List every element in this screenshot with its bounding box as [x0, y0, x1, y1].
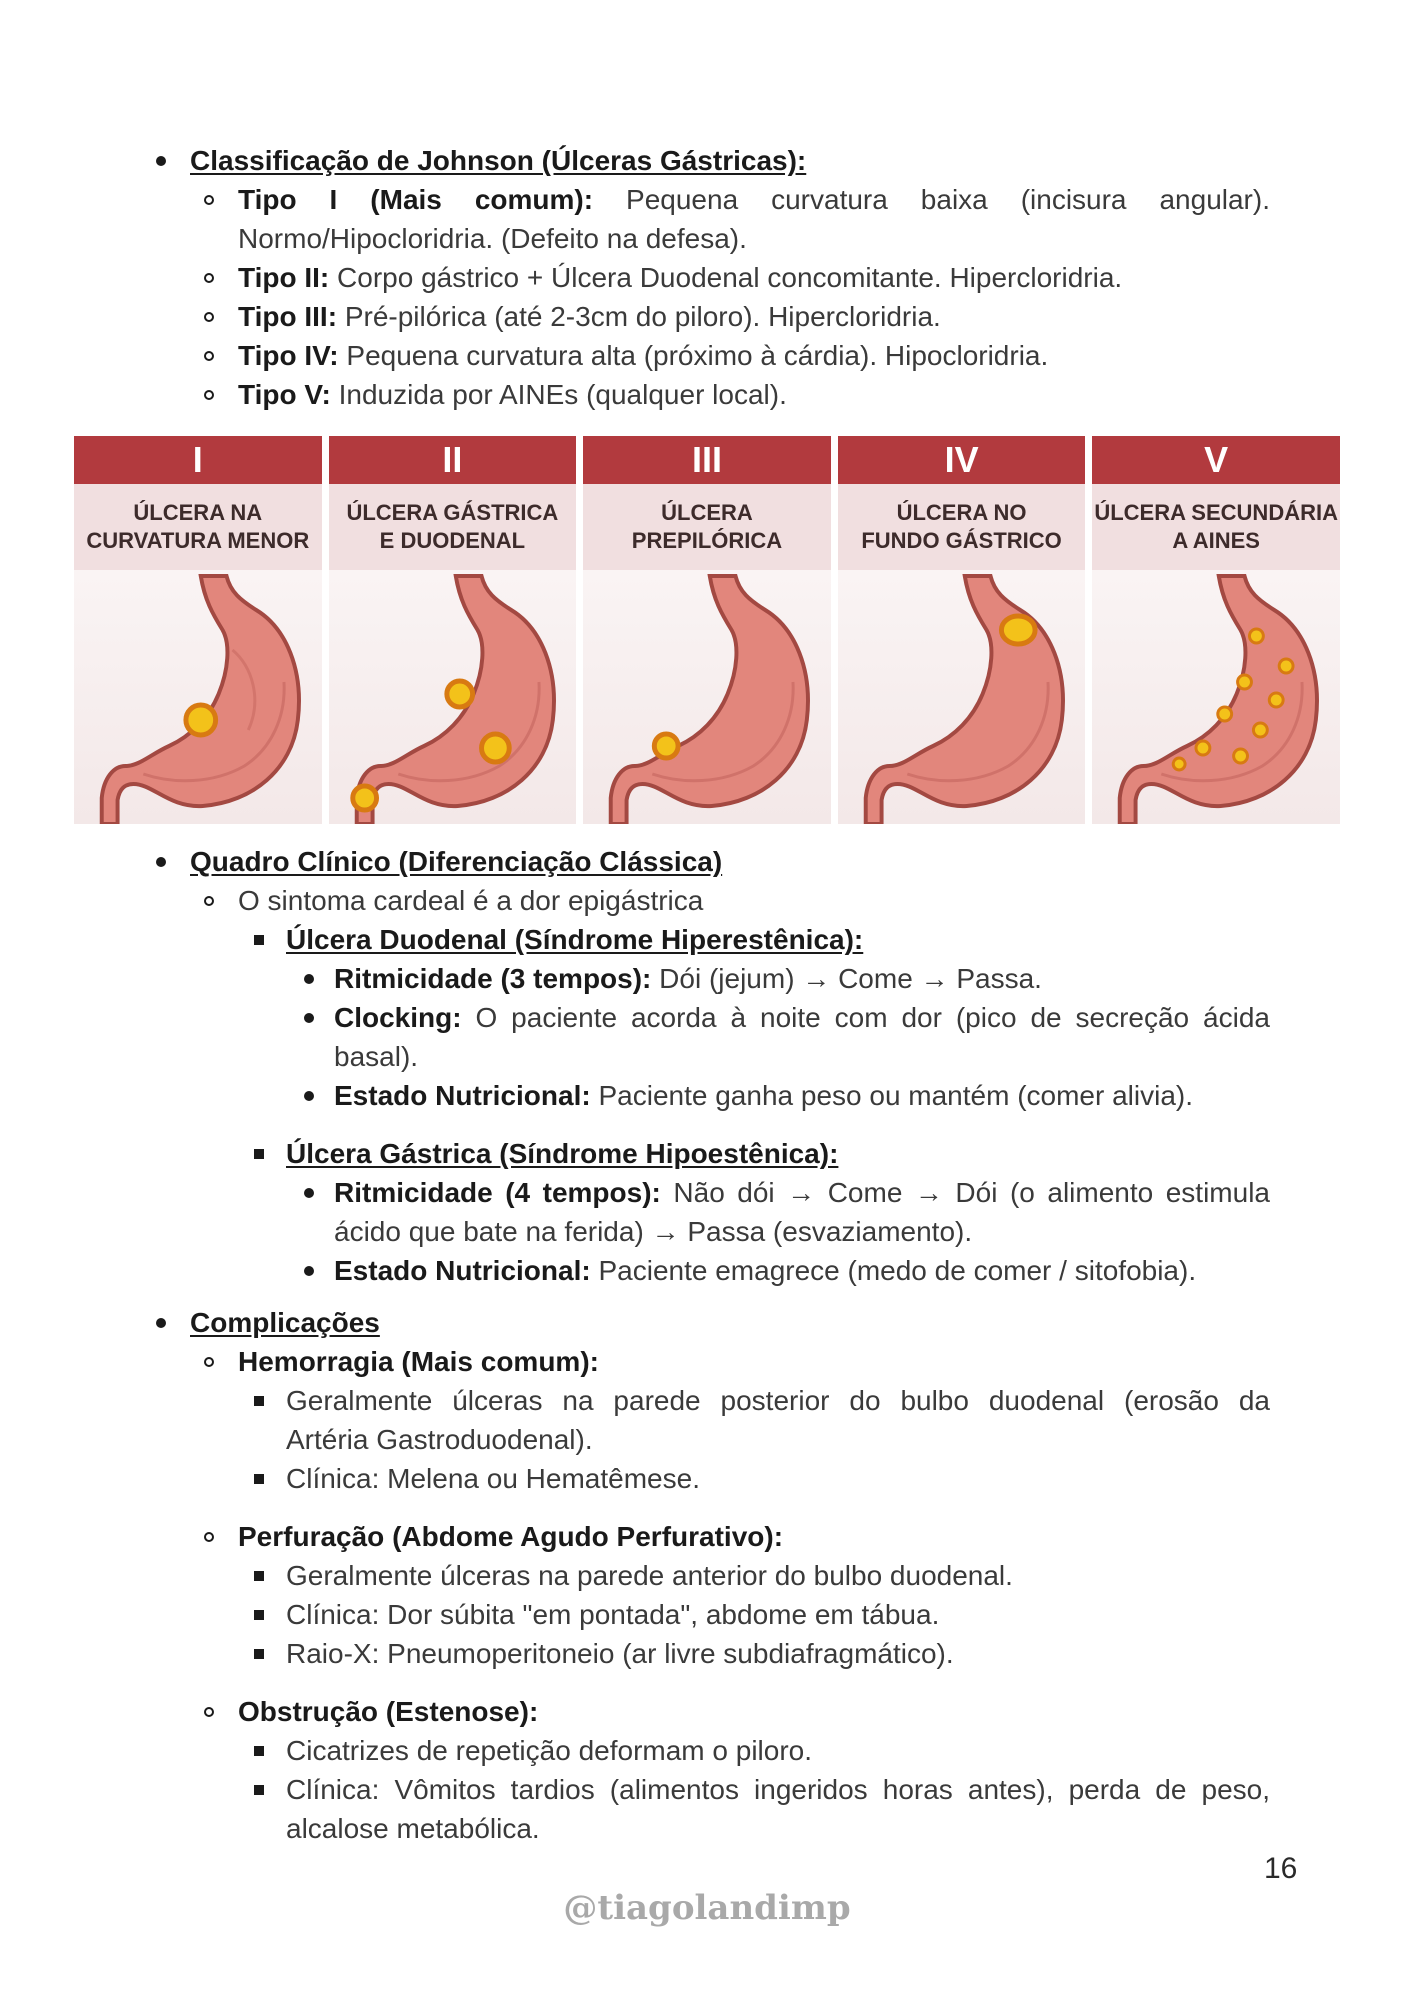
bullet-disc	[156, 156, 166, 166]
type-text: Induzida por AINEs (qualquer local).	[338, 379, 787, 410]
type-label: Tipo V:	[238, 379, 331, 410]
complications-heading: Complicações	[190, 1307, 380, 1338]
bullet-circle	[204, 1707, 214, 1717]
clinical-cardinal-symptom: O sintoma cardeal é a dor epigástrica	[238, 885, 704, 916]
bullet-disc	[304, 1188, 314, 1198]
type-text: Pequena curvatura alta (próximo à cárdia). Hipocloridria.	[346, 340, 1049, 371]
type-text: Corpo gástrico + Úlcera Duodenal concomitante. Hipercloridria.	[337, 262, 1123, 293]
obstruction-heading: Obstrução (Estenose):	[238, 1696, 539, 1727]
panel-numeral: IV	[838, 436, 1086, 484]
panel-caption: ÚLCERA GÁSTRICA E DUODENAL	[329, 484, 577, 570]
bullet-circle	[204, 273, 214, 283]
type-label: Tipo I (Mais comum):	[238, 184, 594, 215]
bullet-square	[254, 1610, 264, 1620]
panel-caption: ÚLCERA NO FUNDO GÁSTRICO	[838, 484, 1086, 570]
figure-panel-3	[583, 436, 831, 824]
bullet-disc	[156, 1318, 166, 1328]
johnson-type-1	[238, 180, 1270, 219]
panel-numeral: II	[329, 436, 577, 484]
bullet-disc	[304, 974, 314, 984]
perforation-item-1: Geralmente úlceras na parede anterior do bulbo duodenal.	[286, 1560, 1013, 1591]
bullet-circle	[204, 351, 214, 361]
perforation-item-2: Clínica: Dor súbita "em pontada", abdome em tábua.	[286, 1599, 940, 1630]
panel-caption: ÚLCERA SECUNDÁRIA A AINES	[1092, 484, 1340, 570]
bullet-square	[254, 1396, 264, 1406]
figure-panel-5	[1092, 436, 1340, 824]
stomach-fundus-ulcer-image	[838, 570, 1086, 824]
perforation-heading: Perfuração (Abdome Agudo Perfurativo):	[238, 1521, 784, 1552]
figure-panel-1	[74, 436, 322, 824]
gastric-item-1-cont: ácido que bate na ferida) → Passa (esvaziamento).	[334, 1216, 973, 1247]
type-label: Tipo II:	[238, 262, 330, 293]
gastric-item-1: Ritmicidade (4 tempos): Não dói → Come → Dói (o alimento estimula	[334, 1177, 1270, 1208]
type-label: Tipo III:	[238, 301, 338, 332]
hemorrhage-item-1: Geralmente úlceras na parede posterior do bulbo duodenal (erosão da	[286, 1385, 1270, 1416]
panel-numeral: V	[1092, 436, 1340, 484]
panel-caption: ÚLCERA NA CURVATURA MENOR	[74, 484, 322, 570]
duodenal-ulcer-heading: Úlcera Duodenal (Síndrome Hiperestênica):	[286, 924, 864, 955]
stomach-multiple-nsaid-ulcers-image	[1092, 570, 1340, 824]
bullet-circle	[204, 195, 214, 205]
figure-panel-2	[329, 436, 577, 824]
panel-numeral: I	[74, 436, 322, 484]
stomach-gastric-duodenal-ulcer-image	[329, 570, 577, 824]
bullet-disc	[156, 857, 166, 867]
bullet-square	[254, 1571, 264, 1581]
bullet-square	[254, 1474, 264, 1484]
gastric-item-2: Estado Nutricional: Paciente emagrece (medo de comer / sitofobia).	[334, 1255, 1197, 1286]
johnson-type-3	[238, 297, 941, 336]
bullet-square	[254, 1149, 264, 1159]
johnson-type-2	[238, 258, 1122, 297]
duodenal-item-2-cont: basal).	[334, 1041, 419, 1072]
perforation-item-3: Raio-X: Pneumoperitoneio (ar livre subdiafragmático).	[286, 1638, 954, 1669]
type-label: Tipo IV:	[238, 340, 339, 371]
author-handle: @tiagolandimp	[563, 1888, 851, 1928]
johnson-type-5	[238, 375, 787, 414]
johnson-type-1-cont: Normo/Hipocloridria. (Defeito na defesa).	[238, 223, 747, 254]
johnson-figure	[74, 436, 1340, 824]
bullet-disc	[304, 1266, 314, 1276]
bullet-circle	[204, 312, 214, 322]
obstruction-item-2: Clínica: Vômitos tardios (alimentos ingeridos horas antes), perda de peso,	[286, 1774, 1270, 1805]
gastric-ulcer-heading: Úlcera Gástrica (Síndrome Hipoestênica):	[286, 1138, 839, 1169]
hemorrhage-heading: Hemorragia (Mais comum):	[238, 1346, 599, 1377]
bullet-circle	[204, 896, 214, 906]
bullet-square	[254, 935, 264, 945]
bullet-square	[254, 1649, 264, 1659]
type-text: Pequena curvatura baixa (incisura angular).	[626, 184, 1270, 215]
hemorrhage-item-2: Clínica: Melena ou Hematêmese.	[286, 1463, 700, 1494]
hemorrhage-item-1-cont: Artéria Gastroduodenal).	[286, 1424, 593, 1455]
bullet-circle	[204, 1357, 214, 1367]
duodenal-item-1: Ritmicidade (3 tempos): Dói (jejum) → Come → Passa.	[334, 963, 1042, 994]
bullet-circle	[204, 390, 214, 400]
bullet-square	[254, 1785, 264, 1795]
duodenal-item-3: Estado Nutricional: Paciente ganha peso ou mantém (comer alivia).	[334, 1080, 1194, 1111]
obstruction-item-2-cont: alcalose metabólica.	[286, 1813, 540, 1844]
figure-panel-4	[838, 436, 1086, 824]
bullet-disc	[304, 1013, 314, 1023]
bullet-square	[254, 1746, 264, 1756]
panel-numeral: III	[583, 436, 831, 484]
stomach-lesser-curvature-ulcer-image	[74, 570, 322, 824]
clinical-heading: Quadro Clínico (Diferenciação Clássica)	[190, 846, 723, 877]
stomach-prepyloric-ulcer-image	[583, 570, 831, 824]
duodenal-item-2: Clocking: O paciente acorda à noite com dor (pico de secreção ácida	[334, 1002, 1270, 1033]
panel-caption: ÚLCERA PREPILÓRICA	[583, 484, 831, 570]
page-number: 16	[1264, 1852, 1298, 1885]
johnson-heading: Classificação de Johnson (Úlceras Gástricas):	[190, 145, 807, 176]
type-text: Pré-pilórica (até 2-3cm do piloro). Hipercloridria.	[344, 301, 941, 332]
bullet-disc	[304, 1091, 314, 1101]
bullet-circle	[204, 1532, 214, 1542]
johnson-type-4	[238, 336, 1048, 375]
obstruction-item-1: Cicatrizes de repetição deformam o piloro.	[286, 1735, 813, 1766]
